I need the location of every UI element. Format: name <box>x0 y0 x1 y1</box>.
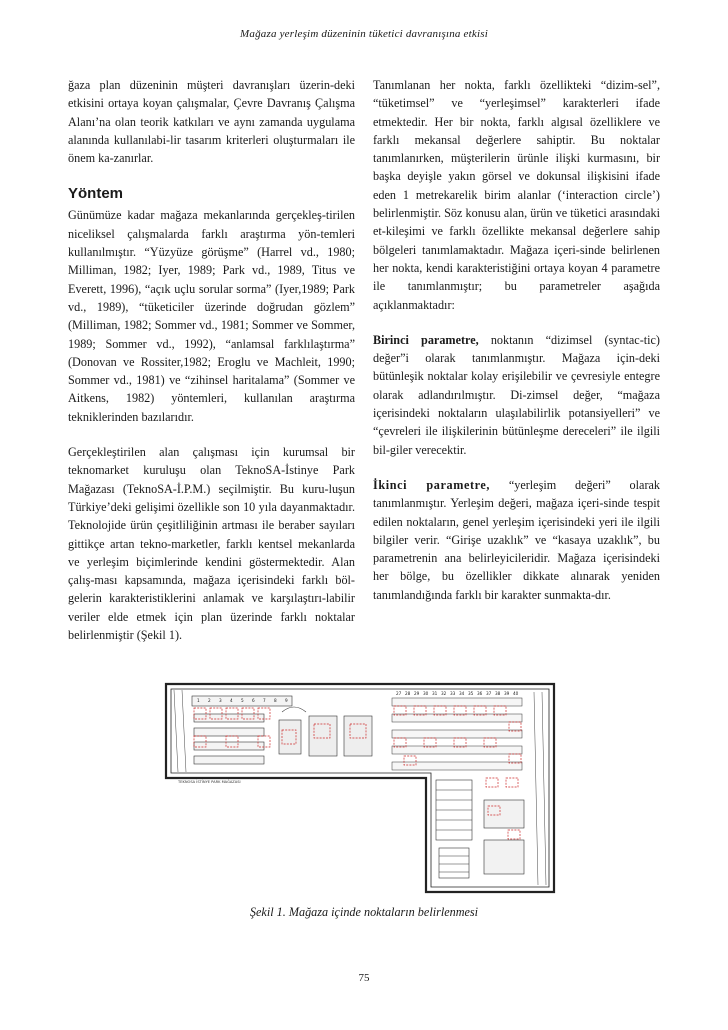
left-paragraph-fieldwork: Gerçekleştirilen alan çalışması için kurumsal bir teknomarket kuruluşu olan TeknoSA-İstinye Park Mağazası (TeknoSA-İ.P.M.) seçilmiştir. Bu kuru-luşun Türkiye’deki gelişimi özellikle son 10 yıla dayanmaktadır. Teknolojide ürün çeşitliliğinin artması ile beraber sayıları gittikçe artan tekno-marketler, farklı kentsel mekanlarda ve yerleşim biçimlerinde kendini göstermektedir. Alan çalış-ması kapsamında, mağaza içerisindeki farklı böl-gelerin karakteristiklerini anlamak ve karşılaştırı-labilir veriler elde etmek için plan üzerinde farklı noktalar belirlenmiştir (Şekil 1). <box>68 445 355 643</box>
central-displays <box>279 707 372 756</box>
point-labels-top <box>197 698 288 703</box>
point-label: 40 <box>513 691 519 696</box>
point-label: 4 <box>230 698 233 703</box>
point-label: 3 <box>219 698 222 703</box>
point-label: 39 <box>504 691 510 696</box>
plan-caption-text: TEKNOSA İSTİNYE PARK MAĞAZASI <box>178 780 241 784</box>
right-paragraph-first-parameter <box>373 331 660 459</box>
second-parameter-text: “yerleşim değeri” olarak tanımlanmıştır. Yerleşim değeri, mağaza içeri-sinde tespit edilen noktaların, genel yerleşim içerisindeki yeri ile ilgili bilgiler verir. “Girişe uzaklık” ve “kasaya uzaklık”, bu parametrenin ana belirleyicileridir. Mağaza içerisindeki her bölge, bu özellikler dikkate alınarak yeniden tanımlandığında farklı bir karakter sunmakta-dır. <box>373 477 661 602</box>
point-label: 2 <box>208 698 211 703</box>
point-label: 1 <box>197 698 200 703</box>
running-head: Mağaza yerleşim düzeninin tüketici davranışına etkisi <box>240 28 488 40</box>
point-label: 32 <box>441 691 447 696</box>
right-column <box>373 76 660 621</box>
first-parameter-lead: Birinci parametre, <box>373 332 479 347</box>
page-number: 75 <box>358 972 370 984</box>
point-label: 9 <box>285 698 288 703</box>
store-floor-plan <box>164 680 560 895</box>
point-label: 31 <box>432 691 438 696</box>
first-parameter-text: noktanın “dizimsel (syntac-tic) değer”i olarak tanımlanmıştır. Mağaza için-deki bütünleşik noktalar kolay erişilebilir ve çevresiyle entegre olarak adlandırılmıştır. Di-zimsel değer, “mağaza içerisindeki noktaların ulaşılabilirlik potansiyelleri” ve “çevreleri ile ilişkilerinin bütünleşme dereceleri” ile ilgili bil-giler verecektir. <box>373 332 660 457</box>
point-label: 36 <box>477 691 483 696</box>
point-label: 28 <box>405 691 411 696</box>
left-column <box>68 76 355 661</box>
point-label: 29 <box>414 691 420 696</box>
point-label: 34 <box>459 691 465 696</box>
right-paragraph-second-parameter <box>373 476 660 604</box>
point-label: 27 <box>396 691 402 696</box>
figure-caption: Şekil 1. Mağaza içinde noktaların belirlenmesi <box>249 905 479 919</box>
point-label: 30 <box>423 691 429 696</box>
point-labels-right <box>396 691 519 696</box>
shelving-left <box>192 696 292 764</box>
second-parameter-lead: İkinci parametre, <box>373 477 491 492</box>
point-label: 37 <box>486 691 492 696</box>
left-paragraph-methods: Günümüze kadar mağaza mekanlarında gerçekleş-tirilen niceliksel çalışmalarda farklı araştırma yön-temleri kullanılmıştır. “Yüzyüze görüşme” (Harrel vd., 1980; Milliman, 1982; Iyer, 1989; Park vd., 1989, Titus ve Everett, 1996), “açık uçlu sorular sorma” (Iyer,1989; Park vd., 1989), “tüketiciler üzerinde doğrudan gözlem” (Milliman, 1982; Sommer vd., 1981; Sommer ve Sommer, 1989; Sommer vd., 1992), “anlamsal farklılaştırma” (Donovan ve Rossiter,1982; Eroglu ve Machleit, 1990; Sommer vd., 1981) ve “zihinsel haritalama” (Sommer ve Aitkens, 1982) yöntemleri, kullanılan araştırma tekniklerinden bazılarıdır. <box>68 208 355 424</box>
point-label: 8 <box>274 698 277 703</box>
point-label: 33 <box>450 691 456 696</box>
point-label: 38 <box>495 691 501 696</box>
shelving-right <box>392 698 522 770</box>
point-label: 6 <box>252 698 255 703</box>
point-label: 7 <box>263 698 266 703</box>
left-paragraph-intro: ğaza plan düzeninin müşteri davranışları üzerin-deki etkisini ortaya koyan çalışmalar, Çevre Davranış Çalışma Alanı’na olan teorik katkıları ve aynı zamanda uygulama alanında kullanılabi-lir tasarım kriterleri oluşturmaları ile önem ka-zanırlar. <box>68 78 355 166</box>
lower-wing <box>436 780 524 878</box>
point-label: 35 <box>468 691 474 696</box>
section-heading-yontem: Yöntem <box>68 185 124 203</box>
point-label: 5 <box>241 698 244 703</box>
right-paragraph-points: Tanımlanan her nokta, farklı özellikteki “dizim-sel”, “tüketimsel” ve “yerleşimsel” karakterleri ifade etmektedir. Her bir nokta, farklı algısal özelliklere ve farklı mekansal değerlere sahiptir. Bu noktalar tanımlanırken, müşterilerin ürünle ilişki kurmasını, bir başka deyişle yakın görsel ve dokunsal ilişkisini ifade eden 1 metrekarelik birim alanlar (‘interaction circle’) belirlenmiştir. Söz konusu alan, ürün ve tüketici arasındaki et-kileşimi ve farklı özellikte mekansal değerlere sahip bölgeleri tanımlamaktadır. Mağaza içeri-sinde belirlenen her nokta, kendi karakteristiğini ortaya koyan 4 parametre ile tanımlanmıştır; bu parametreler aşağıda açıklanmaktadır: <box>373 78 660 312</box>
